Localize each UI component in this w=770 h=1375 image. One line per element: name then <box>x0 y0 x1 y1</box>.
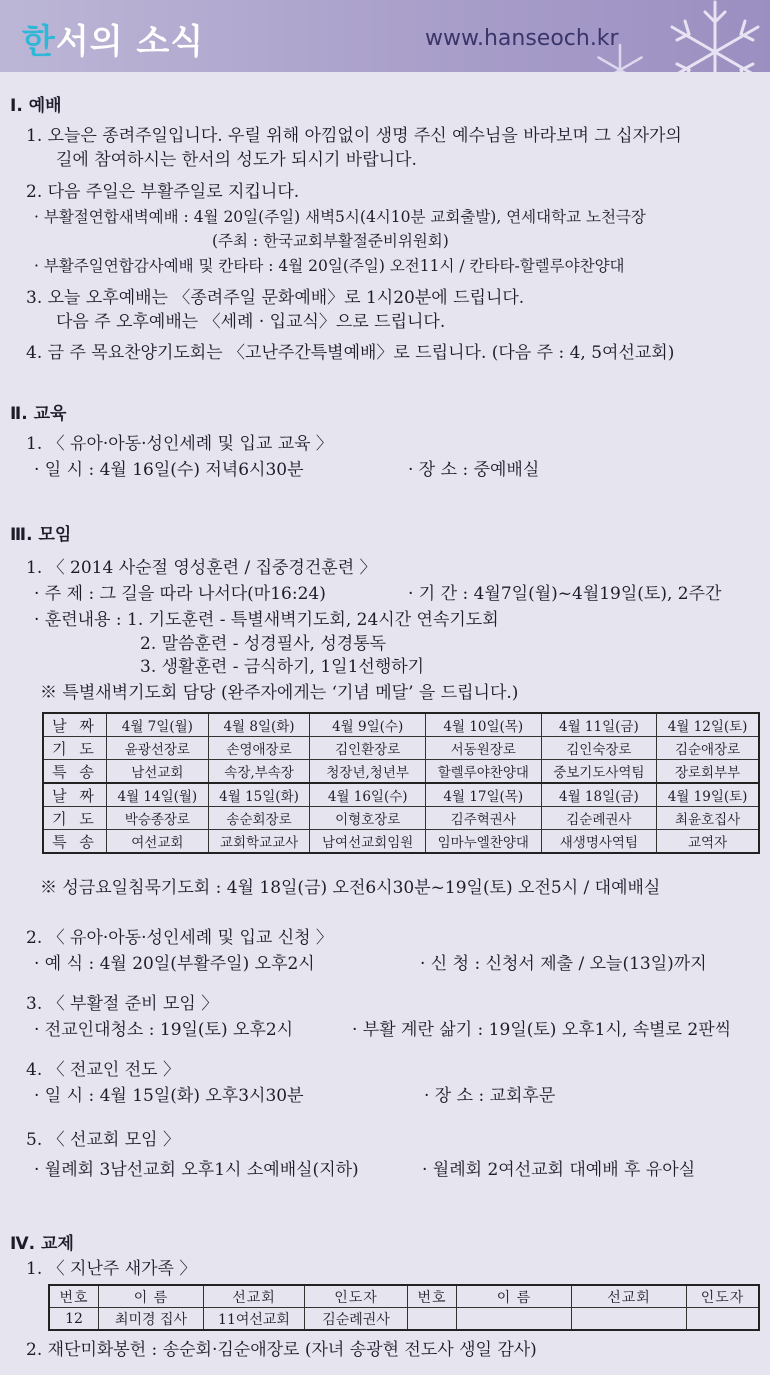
education-item-1: 1. 〈 유아·아동·성인세례 및 입교 교육 〉 <box>26 434 333 454</box>
table-cell: 최미경 집사 <box>99 1308 204 1331</box>
table-cell <box>408 1308 457 1331</box>
table-cell: 할렐루야찬양대 <box>425 760 541 784</box>
snowflake-icon <box>655 0 770 72</box>
table-cell: 11여선교회 <box>204 1308 305 1331</box>
table-cell: 4월 15일(화) <box>208 783 310 807</box>
table-cell: 4월 8일(화) <box>208 713 310 737</box>
meeting-item-1: 1. 〈 2014 사순절 영성훈련 / 집중경건훈련 〉 <box>26 558 377 578</box>
fellowship-item-1: 1. 〈 지난주 새가족 〉 <box>26 1259 197 1279</box>
section-title-fellowship: Ⅳ. 교제 <box>10 1234 74 1254</box>
table-cell: 장로회부부 <box>657 760 759 784</box>
worship-item-2-bullet-2: · 부활주일연합감사예배 및 칸타타 : 4월 20일(주일) 오전11시 / 칸타타-할렐루야찬양대 <box>34 257 625 275</box>
training-content-1: · 훈련내용 : 1. 기도훈련 - 특별새벽기도회, 24시간 연속기도회 <box>34 610 499 630</box>
worship-item-1b: 길에 참여하시는 한서의 성도가 되시기 바랍니다. <box>56 150 417 170</box>
table-cell: 김주혁권사 <box>425 807 541 830</box>
table-cell: 남여선교회임원 <box>310 830 426 854</box>
table-cell: 4월 7일(월) <box>107 713 209 737</box>
evangelism-when: · 일 시 : 4월 15일(화) 오후3시30분 <box>34 1086 304 1106</box>
section-title-meetings: Ⅲ. 모임 <box>10 525 72 545</box>
table-cell <box>687 1308 760 1331</box>
training-content-3: 3. 생활훈련 - 금식하기, 1일1선행하기 <box>140 657 425 677</box>
meeting-item-4: 4. 〈 전교인 전도 〉 <box>26 1060 180 1080</box>
worship-item-3b: 다음 주 오후예배는 〈세례 · 입교식〉으로 드립니다. <box>56 312 446 332</box>
newsletter-title: 한서의 소식 <box>22 22 205 62</box>
baptism-ceremony: · 예 식 : 4월 20일(부활주일) 오후2시 <box>34 954 315 974</box>
meeting-item-3: 3. 〈 부활절 준비 모임 〉 <box>26 994 219 1014</box>
table-cell: 교역자 <box>657 830 759 854</box>
mission-meeting-1: · 월례회 3남선교회 오후1시 소예배실(지하) <box>34 1160 359 1180</box>
website-url[interactable]: www.hanseoch.kr <box>425 26 619 51</box>
education-where: · 장 소 : 중예배실 <box>408 460 540 480</box>
table-cell: 4월 9일(수) <box>310 713 426 737</box>
table-cell: 청장년,청년부 <box>310 760 426 784</box>
worship-item-4: 4. 금 주 목요찬양기도회는 〈고난주간특별예배〉로 드립니다. (다음 주 : 4, 5여선교회) <box>26 343 675 363</box>
church-cleaning: · 전교인대청소 : 19일(토) 오후2시 <box>34 1020 294 1040</box>
table-cell: 송순회장로 <box>208 807 310 830</box>
column-header: 인도자 <box>687 1285 760 1308</box>
table-row <box>43 830 759 854</box>
column-header: 번호 <box>408 1285 457 1308</box>
training-content-2: 2. 말씀훈련 - 성경필사, 성경통독 <box>140 634 387 654</box>
row-label: 특 송 <box>43 830 107 854</box>
worship-item-2-sponsor: (주최 : 한국교회부활절준비위원회) <box>212 232 449 250</box>
column-header: 이 름 <box>99 1285 204 1308</box>
row-label: 특 송 <box>43 760 107 784</box>
row-label: 기 도 <box>43 807 107 830</box>
table-cell: 4월 10일(목) <box>425 713 541 737</box>
row-label: 날 짜 <box>43 783 107 807</box>
table-cell: 4월 17일(목) <box>425 783 541 807</box>
mission-meeting-2: · 월례회 2여선교회 대예배 후 유아실 <box>422 1160 696 1180</box>
row-label: 날 짜 <box>43 713 107 737</box>
section-title-worship: Ⅰ. 예배 <box>10 96 62 116</box>
meeting-theme: · 주 제 : 그 길을 따라 나서다(마16:24) <box>34 584 326 604</box>
table-cell: 12 <box>49 1308 99 1331</box>
column-header: 선교회 <box>204 1285 305 1308</box>
column-header: 인도자 <box>305 1285 408 1308</box>
table-row <box>43 807 759 830</box>
table-cell: 김순애장로 <box>657 737 759 760</box>
column-header: 선교회 <box>572 1285 687 1308</box>
evangelism-where: · 장 소 : 교회후문 <box>424 1086 556 1106</box>
egg-boiling: · 부활 계란 삶기 : 19일(토) 오후1시, 속별로 2판씩 <box>352 1020 732 1040</box>
table-cell: 4월 19일(토) <box>657 783 759 807</box>
table-cell: 김순례권사 <box>541 807 657 830</box>
table-cell: 윤광선장로 <box>107 737 209 760</box>
table-cell: 4월 11일(금) <box>541 713 657 737</box>
worship-item-2-bullet-1: · 부활절연합새벽예배 : 4월 20일(주일) 새벽5시(4시10분 교회출발), 연세대학교 노천극장 <box>34 208 646 226</box>
table-cell <box>572 1308 687 1331</box>
new-family-table <box>48 1284 760 1331</box>
meeting-item-2: 2. 〈 유아·아동·성인세례 및 입교 신청 〉 <box>26 928 333 948</box>
table-cell: 4월 18일(금) <box>541 783 657 807</box>
worship-item-2: 2. 다음 주일은 부활주일로 지킵니다. <box>26 182 300 202</box>
good-friday-note: ※ 성금요일침묵기도회 : 4월 18일(금) 오전6시30분~19일(토) 오전5시 / 대예배실 <box>40 878 661 898</box>
table-cell: 4월 14일(월) <box>107 783 209 807</box>
table-cell <box>457 1308 572 1331</box>
table-cell: 4월 12일(토) <box>657 713 759 737</box>
dawn-prayer-note: ※ 특별새벽기도회 담당 (완주자에게는 ‘기념 메달’ 을 드립니다.) <box>40 683 519 703</box>
table-cell: 속장,부속장 <box>208 760 310 784</box>
table-cell: 김순례권사 <box>305 1308 408 1331</box>
column-header: 이 름 <box>457 1285 572 1308</box>
table-cell: 교회학교교사 <box>208 830 310 854</box>
table-cell: 김인숙장로 <box>541 737 657 760</box>
table-cell: 김인환장로 <box>310 737 426 760</box>
baptism-application: · 신 청 : 신청서 제출 / 오늘(13일)까지 <box>420 954 707 974</box>
education-when: · 일 시 : 4월 16일(수) 저녁6시30분 <box>34 460 304 480</box>
worship-item-3a: 3. 오늘 오후예배는 〈종려주일 문화예배〉로 1시20분에 드립니다. <box>26 288 525 308</box>
table-cell: 4월 16일(수) <box>310 783 426 807</box>
table-cell: 박승종장로 <box>107 807 209 830</box>
table-cell: 남선교회 <box>107 760 209 784</box>
meeting-period: · 기 간 : 4월7일(월)~4월19일(토), 2주간 <box>408 584 722 604</box>
table-cell: 최윤호집사 <box>657 807 759 830</box>
meeting-item-5: 5. 〈 선교회 모임 〉 <box>26 1130 180 1150</box>
table-row <box>49 1308 759 1331</box>
table-cell: 서동원장로 <box>425 737 541 760</box>
table-row <box>43 783 759 807</box>
table-cell: 임마누엘찬양대 <box>425 830 541 854</box>
table-row <box>43 713 759 737</box>
row-label: 기 도 <box>43 737 107 760</box>
fellowship-item-2: 2. 재단미화봉헌 : 송순회·김순애장로 (자녀 송광현 전도사 생일 감사) <box>26 1340 537 1360</box>
table-cell: 새생명사역팀 <box>541 830 657 854</box>
dawn-prayer-schedule-table <box>42 712 760 854</box>
table-cell: 여선교회 <box>107 830 209 854</box>
column-header: 번호 <box>49 1285 99 1308</box>
table-row <box>43 760 759 784</box>
table-cell: 이형호장로 <box>310 807 426 830</box>
header-band <box>0 0 770 72</box>
table-cell: 중보기도사역팀 <box>541 760 657 784</box>
section-title-education: Ⅱ. 교육 <box>10 404 67 424</box>
table-header-row <box>49 1285 759 1308</box>
table-cell: 손영애장로 <box>208 737 310 760</box>
worship-item-1a: 1. 오늘은 종려주일입니다. 우릴 위해 아낌없이 생명 주신 예수님을 바라보며 그 십자가의 <box>26 126 682 146</box>
snowflake-small-icon <box>590 40 650 72</box>
table-row <box>43 737 759 760</box>
